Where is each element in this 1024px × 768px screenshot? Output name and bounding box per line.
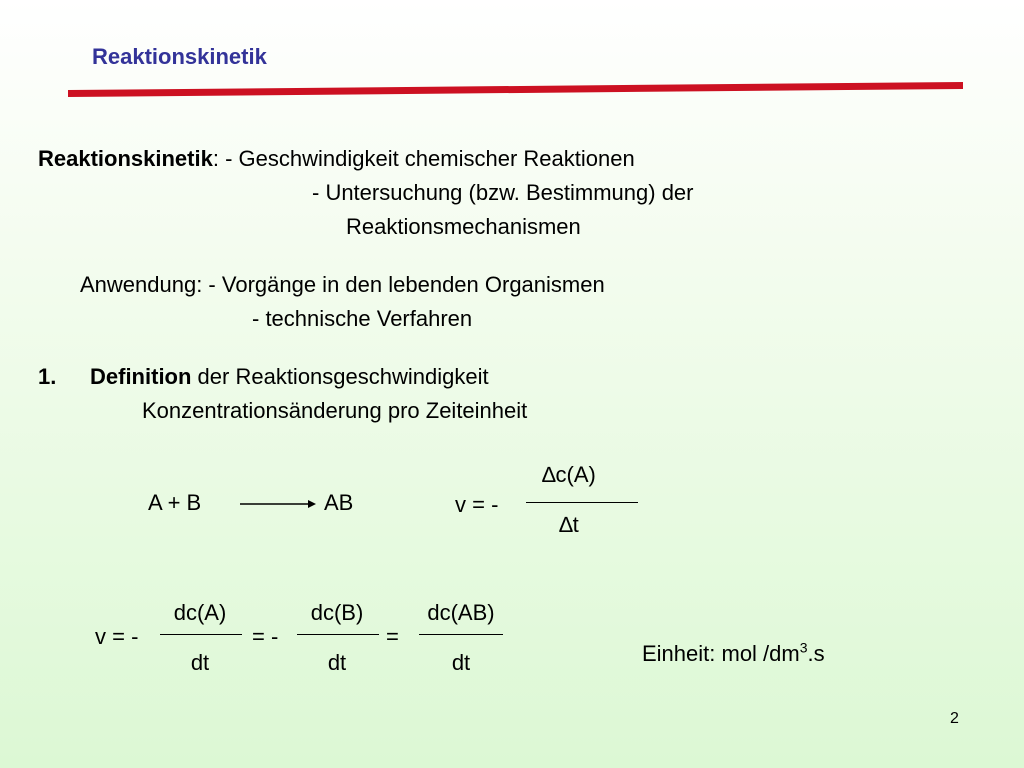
page-number: 2 [950,710,959,727]
unit-text: Einheit: mol /dm [642,641,800,666]
diff-num-b: dc(B) [310,600,364,625]
unit-suffix: .s [807,641,825,666]
intro-line-2: - Untersuchung (bzw. Bestimmung) der [312,180,694,205]
diff-bar-a [160,634,242,635]
diff-den-b: dt [327,650,347,675]
reaction-arrow-icon [238,496,318,512]
definition-term: Definition [90,364,192,389]
diff-sep-2: = [386,624,399,649]
application-line-1: Anwendung: - Vorgänge in den lebenden Organismen [80,272,605,297]
diff-bar-ab [419,634,503,635]
unit-exponent: 3 [799,639,808,656]
diff-num-a: dc(A) [173,600,227,625]
slide-title: Reaktionskinetik [92,44,267,69]
diff-den-ab: dt [451,650,471,675]
diff-num-ab: dc(AB) [427,600,495,625]
diff-den-a: dt [190,650,210,675]
intro-line-1 [38,146,635,172]
definition-rest: der Reaktionsgeschwindigkeit [191,364,489,389]
diff-bar-b [297,634,379,635]
reaction-product: AB [324,490,354,515]
intro-term: Reaktionskinetik [38,146,213,171]
rate-fraction-bar [526,502,638,503]
rate-denominator: ∆t [559,512,579,537]
intro-line-1-rest: : - Geschwindigkeit chemischer Reaktionen [212,146,635,171]
diff-sep-1: = - [252,624,279,649]
definition-heading [90,364,489,390]
title-rule [0,0,1024,110]
diff-prefix: v = - [95,624,139,649]
reaction-reactants: A + B [148,490,202,515]
definition-number: 1. [38,364,57,389]
unit-label [642,641,825,667]
intro-line-3: Reaktionsmechanismen [346,214,581,239]
definition-subtitle: Konzentrationsänderung pro Zeiteinheit [142,398,528,423]
rate-prefix: v = - [455,492,499,517]
application-line-2: - technische Verfahren [252,306,473,331]
rate-numerator: ∆c(A) [542,462,596,487]
